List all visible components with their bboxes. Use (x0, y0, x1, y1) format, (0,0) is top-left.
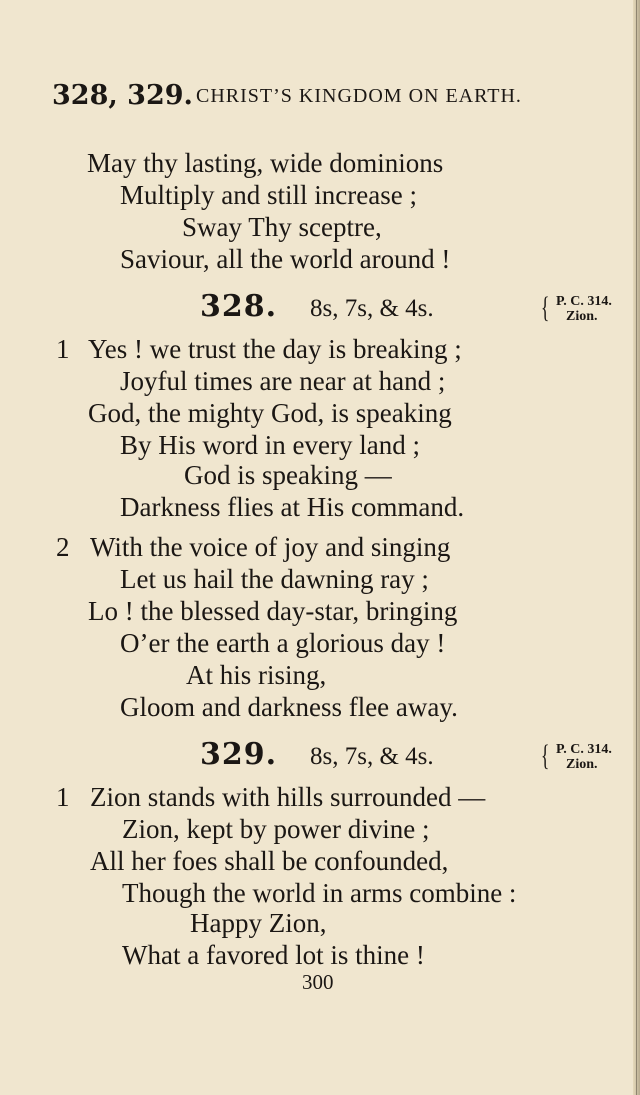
hymn-number: 328. (200, 289, 278, 324)
tune-name: Zion. (566, 309, 598, 324)
hymn-line: Joyful times are near at hand ; (120, 366, 446, 396)
intro-line: Multiply and still increase ; (120, 180, 417, 210)
tune-brace: { (540, 291, 550, 324)
tune-reference: P. C. 314. (556, 742, 612, 757)
hymn-line: What a favored lot is thine ! (122, 940, 425, 970)
hymn-line: At his rising, (186, 660, 327, 690)
hymn-line: O’er the earth a glorious day ! (120, 628, 446, 658)
header-hymn-numbers: 328, 329. (52, 80, 193, 111)
hymn-line: Though the world in arms combine : (122, 878, 517, 908)
header-section-title: CHRIST’S KINGDOM ON EARTH. (196, 85, 522, 107)
hymn-number: 329. (200, 737, 278, 772)
stanza-number: 2 (56, 532, 70, 562)
hymn-meter: 8s, 7s, & 4s. (310, 295, 434, 322)
hymn-line: God is speaking — (184, 460, 392, 490)
running-header (52, 80, 612, 120)
hymn-line: Zion, kept by power divine ; (122, 814, 430, 844)
intro-line: Saviour, all the world around ! (120, 244, 451, 274)
hymn-line: Darkness flies at His command. (120, 492, 465, 522)
tune-brace: { (540, 739, 550, 772)
intro-line: Sway Thy sceptre, (182, 212, 382, 242)
stanza-number: 1 (56, 334, 70, 364)
hymn-line: Let us hail the dawning ray ; (120, 564, 429, 594)
page-edge-line (636, 0, 637, 1095)
hymn-line: God, the mighty God, is speaking (88, 398, 452, 428)
tune-reference: P. C. 314. (556, 294, 612, 309)
hymn-line: All her foes shall be confounded, (90, 846, 449, 876)
hymn-line: Zion stands with hills surrounded — (90, 782, 486, 812)
stanza-number: 1 (56, 782, 70, 812)
tune-name: Zion. (566, 757, 598, 772)
hymn-line: Lo ! the blessed day-star, bringing (88, 596, 458, 626)
hymn-line: With the voice of joy and singing (90, 532, 451, 562)
page-number: 300 (302, 970, 334, 994)
hymn-meter: 8s, 7s, & 4s. (310, 743, 434, 770)
intro-line: May thy lasting, wide dominions (87, 148, 444, 178)
hymn-line: Happy Zion, (190, 908, 327, 938)
hymn-line: Gloom and darkness flee away. (120, 692, 458, 722)
hymn-line: Yes ! we trust the day is breaking ; (88, 334, 462, 364)
hymn-line: By His word in every land ; (120, 430, 420, 460)
